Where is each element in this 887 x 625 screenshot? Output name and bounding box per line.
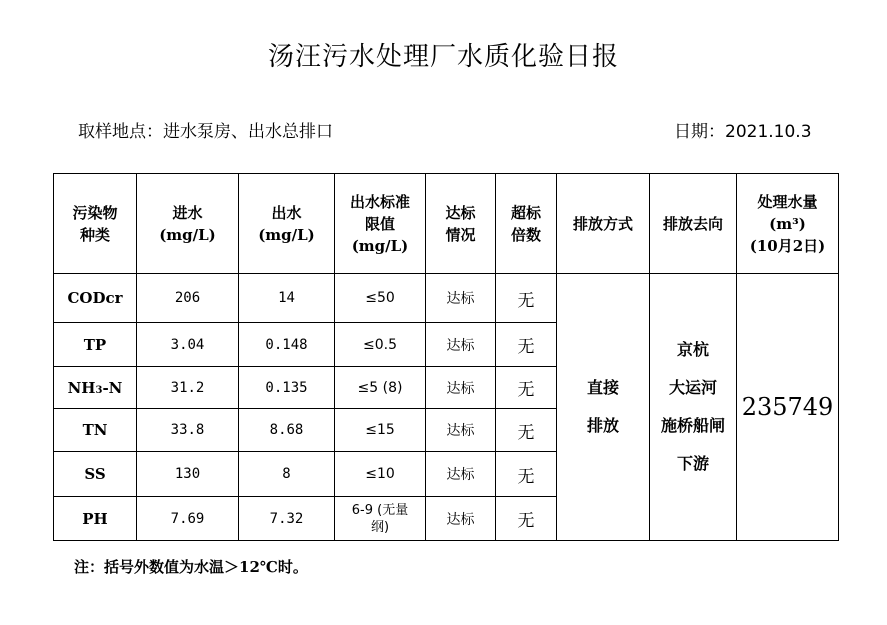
header-compliance: 达标 情况 [426, 174, 496, 274]
header-discharge-method: 排放方式 [557, 174, 650, 274]
header-discharge-destination: 排放去向 [650, 174, 737, 274]
status-cell: 达标 [426, 274, 496, 323]
status-cell: 达标 [426, 452, 496, 497]
header-outflow: 出水 (mg/L) [239, 174, 335, 274]
header-exceed: 超标 倍数 [496, 174, 557, 274]
header-limit: 出水标准 限值 (mg/L) [335, 174, 426, 274]
outflow-cell: 0.135 [239, 367, 335, 409]
exceed-cell: 无 [496, 409, 557, 452]
volume-cell: 235749 [737, 274, 839, 541]
inflow-cell: 130 [137, 452, 239, 497]
header-pollutant: 污染物 种类 [54, 174, 137, 274]
outflow-cell: 8 [239, 452, 335, 497]
inflow-cell: 206 [137, 274, 239, 323]
report-date: 日期：2021.10.3 [674, 122, 812, 142]
exceed-cell: 无 [496, 452, 557, 497]
exceed-cell: 无 [496, 323, 557, 367]
inflow-cell: 7.69 [137, 497, 239, 541]
param-cell: NH3-N [54, 367, 137, 409]
limit-cell: ≤15 [335, 409, 426, 452]
inflow-cell: 33.8 [137, 409, 239, 452]
sampling-location: 取样地点：进水泵房、出水总排口 [78, 122, 333, 142]
header-row [54, 174, 839, 274]
limit-cell: ≤50 [335, 274, 426, 323]
exceed-cell: 无 [496, 497, 557, 541]
discharge-destination-cell: 京杭 大运河 施桥船闸 下游 [650, 274, 737, 541]
outflow-cell: 7.32 [239, 497, 335, 541]
outflow-cell: 0.148 [239, 323, 335, 367]
param-cell: PH [54, 497, 137, 541]
footnote: 注：括号外数值为水温＞12℃时。 [74, 558, 308, 576]
table-row [54, 274, 839, 323]
limit-cell: ≤0.5 [335, 323, 426, 367]
status-cell: 达标 [426, 409, 496, 452]
outflow-cell: 14 [239, 274, 335, 323]
limit-cell: ≤10 [335, 452, 426, 497]
status-cell: 达标 [426, 323, 496, 367]
header-volume: 处理水量 (m³) (10月2日) [737, 174, 839, 274]
inflow-cell: 3.04 [137, 323, 239, 367]
param-cell: TP [54, 323, 137, 367]
discharge-method-cell: 直接 排放 [557, 274, 650, 541]
param-cell: SS [54, 452, 137, 497]
status-cell: 达标 [426, 497, 496, 541]
param-cell: CODcr [54, 274, 137, 323]
limit-cell: 6-9 (无量 纲) [335, 497, 426, 541]
param-cell: TN [54, 409, 137, 452]
exceed-cell: 无 [496, 367, 557, 409]
outflow-cell: 8.68 [239, 409, 335, 452]
exceed-cell: 无 [496, 274, 557, 323]
header-inflow: 进水 (mg/L) [137, 174, 239, 274]
inflow-cell: 31.2 [137, 367, 239, 409]
status-cell: 达标 [426, 367, 496, 409]
water-quality-table [53, 173, 839, 541]
limit-cell: ≤5 (8) [335, 367, 426, 409]
report-title: 汤汪污水处理厂水质化验日报 [267, 42, 619, 72]
